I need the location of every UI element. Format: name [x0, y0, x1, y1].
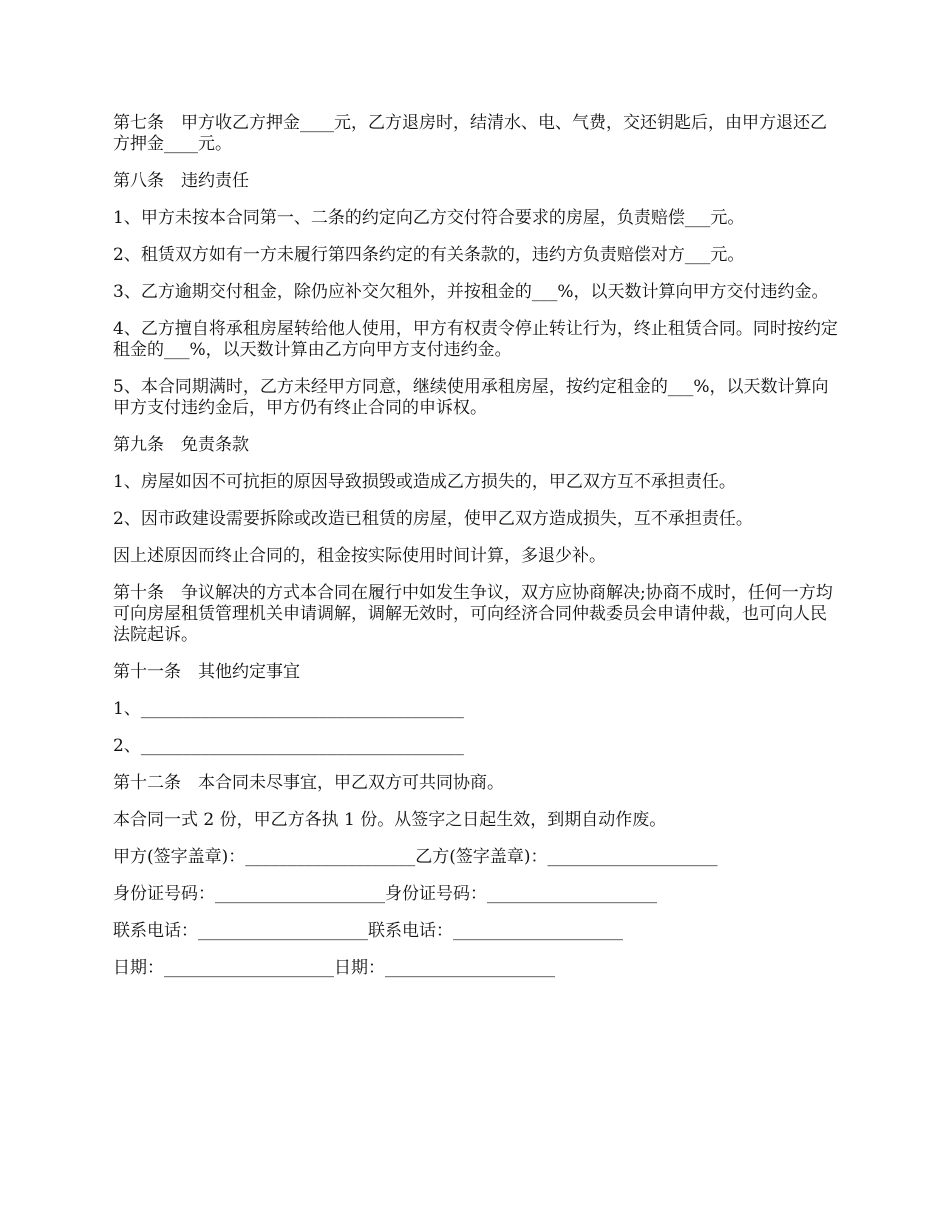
article-12: 第十二条 本合同未尽事宜，甲乙双方可共同协商。	[113, 773, 504, 793]
document-page	[113, 113, 841, 995]
article-10-dispute: 第十条 争议解决的方式本合同在履行中如发生争议，双方应协商解决;协商不成时，任何一方均可向房屋租赁管理机关申请调解，调解无效时，可向经济合同仲裁委员会申请仲裁，也可向人民法院起诉。	[113, 583, 833, 645]
article-8-item-2: 2、租赁双方如有一方未履行第四条约定的有关条款的，违约方负责赔偿对方___元。	[113, 245, 745, 265]
article-8-item-3: 3、乙方逾期交付租金，除仍应补交欠租外，并按租金的___%，以天数计算向甲方交付违约金。	[113, 282, 829, 302]
article-11-blank-1: 1、______________________________________	[113, 699, 464, 719]
copies-clause: 本合同一式 2 份，甲乙方各执 1 份。从签字之日起生效，到期自动作废。	[113, 810, 667, 830]
phone-line: 联系电话：____________________联系电话：____________________	[113, 921, 623, 941]
article-8-item-1: 1、甲方未按本合同第一、二条的约定向乙方交付符合要求的房屋，负责赔偿___元。	[113, 208, 745, 228]
article-11-heading: 第十一条 其他约定事宜	[113, 662, 300, 682]
article-9-heading: 第九条 免责条款	[113, 435, 249, 455]
article-11-blank-2: 2、______________________________________	[113, 736, 464, 756]
article-9-item-2: 2、因市政建设需要拆除或改造已租赁的房屋，使甲乙双方造成损失，互不承担责任。	[113, 509, 753, 529]
article-8-item-4: 4、乙方擅自将承租房屋转给他人使用，甲方有权责令停止转让行为，终止租赁合同。同时按约定租金的___%，以天数计算由乙方向甲方支付违约金。	[113, 319, 838, 360]
article-9-note: 因上述原因而终止合同的，租金按实际使用时间计算，多退少补。	[113, 546, 606, 566]
article-9-item-1: 1、房屋如因不可抗拒的原因导致损毁或造成乙方损失的，甲乙双方互不承担责任。	[113, 472, 736, 492]
article-8-item-5: 5、本合同期满时，乙方未经甲方同意，继续使用承租房屋，按约定租金的___%，以天数计算向甲方支付违约金后，甲方仍有终止合同的申诉权。	[113, 377, 829, 418]
article-8-heading: 第八条 违约责任	[113, 171, 249, 191]
signature-line: 甲方(签字盖章)：____________________乙方(签字盖章)：____________________	[113, 847, 718, 867]
date-line: 日期：____________________日期：____________________	[113, 958, 555, 978]
article-7-deposit: 第七条 甲方收乙方押金____元，乙方退房时，结清水、电、气费，交还钥匙后，由甲方退还乙方押金____元。	[113, 113, 827, 154]
id-number-line: 身份证号码：____________________身份证号码：____________________	[113, 884, 657, 904]
